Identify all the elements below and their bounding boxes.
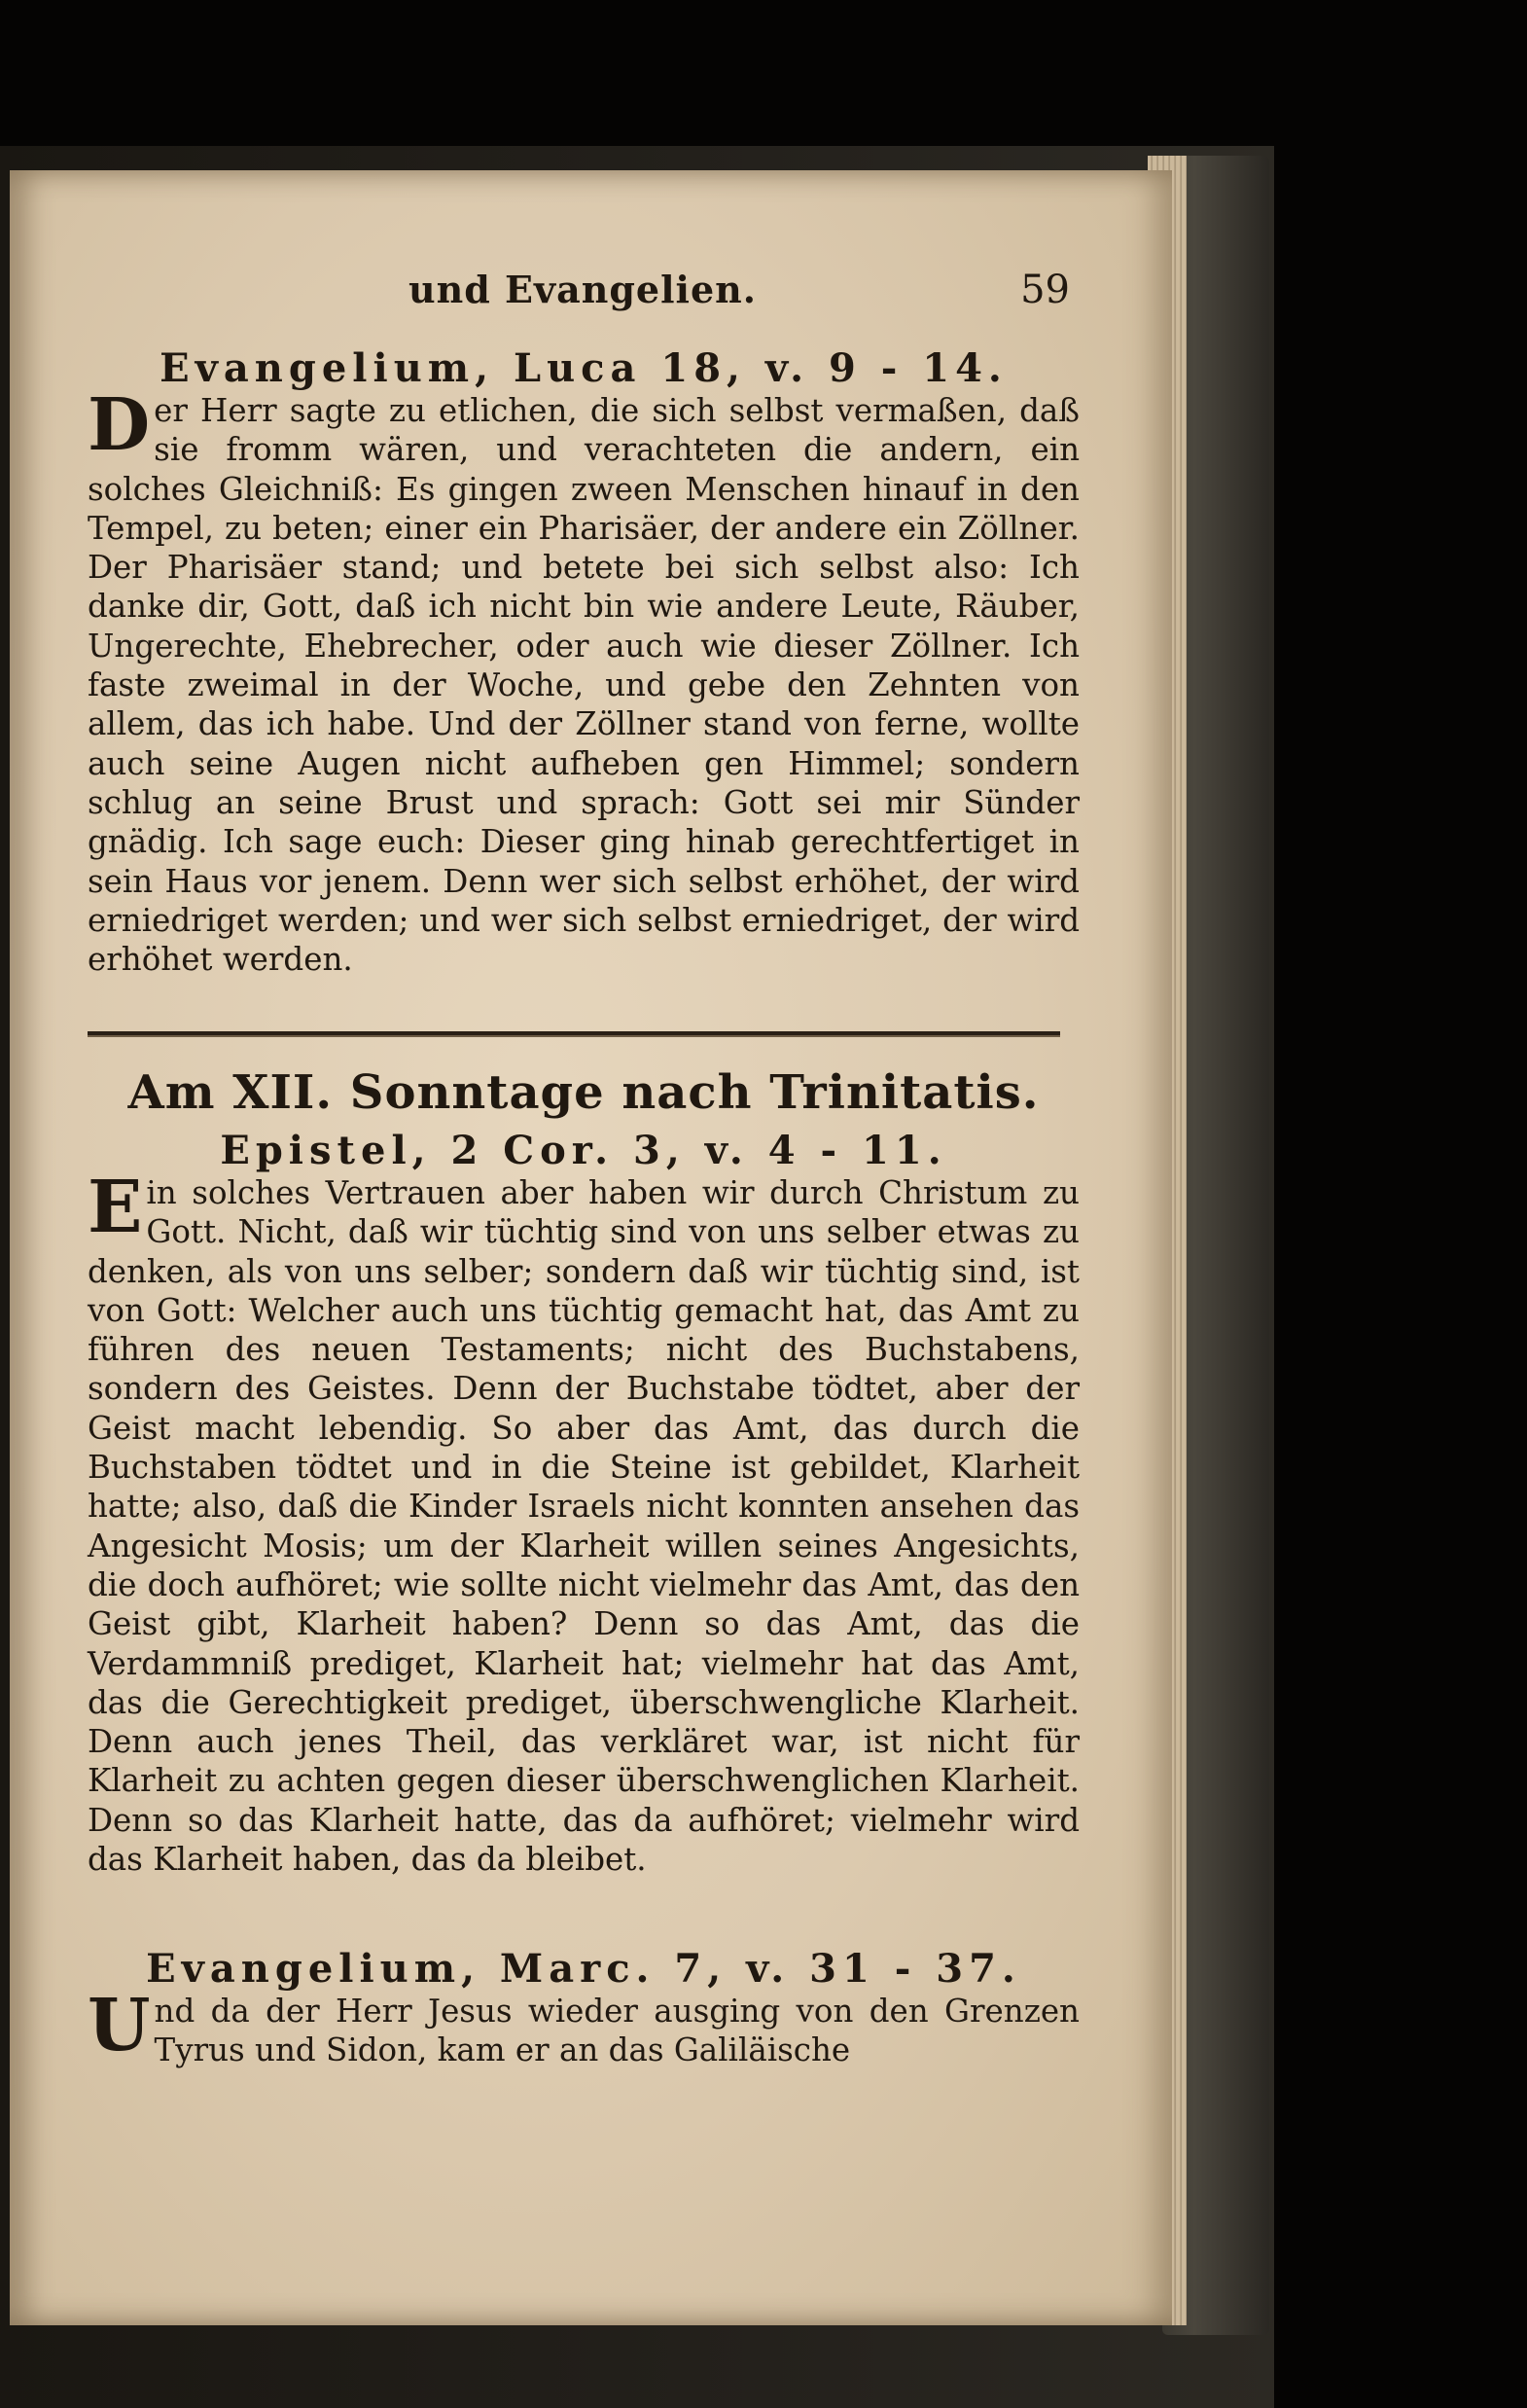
gospel-2-body: nd da der Herr Jesus wieder ausging von den Grenzen Tyrus und Sidon, kam er an das Galiläische	[154, 1993, 1080, 2069]
epistle-section	[88, 1065, 1080, 1879]
gospel-1-heading: Evangelium, Luca 18, v. 9 - 14.	[160, 345, 1008, 391]
epistle-heading: Epistel, 2 Cor. 3, v. 4 - 11.	[220, 1128, 947, 1173]
sunday-title: Am XII. Sonntage nach Trinitatis.	[127, 1065, 1040, 1120]
epistle-body: in solches Vertrauen aber haben wir durch Christum zu Gott. Nicht, daß wir tüchtig sind von uns selber etwas zu denken, als von uns selber; sondern daß wir tüchtig sind, ist von Gott: Welcher auch uns tüchtig gemacht hat, das Amt zu führen des neuen Testaments; nicht des Buchstabens, sondern des Geistes. Denn der Buchstabe tödtet, aber der Geist macht lebendig. So aber das Amt, das durch die Buchstaben tödtet und in die Steine ist gebildet, Klarheit hatte; also, daß die Kinder Israels nicht konnten ansehen das Angesicht Mosis; um der Klarheit willen seines Angesichts, die doch aufhöret; wie sollte nicht vielmehr das Amt, das den Geist gibt, Klarheit haben? Denn so das Amt, das die Verdammniß prediget, Klarheit hat; vielmehr hat das Amt, das die Gerechtigkeit prediget, überschwengliche Klarheit. Denn auch jenes Theil, das verkläret war, ist nicht für Klarheit zu achten gegen dieser überschwenglichen Klarheit. Denn so das Klarheit hatte, das da aufhöret; vielmehr wird das Klarheit haben, das da bleibet.	[88, 1174, 1080, 1879]
gospel-2-heading: Evangelium, Marc. 7, v. 31 - 37.	[146, 1946, 1021, 1992]
gospel-2-text	[88, 1984, 1080, 2070]
page-number: 59	[1020, 268, 1070, 312]
gospel-1-dropcap: D	[88, 383, 151, 467]
epistle-dropcap: E	[88, 1166, 143, 1249]
gospel-1-body: er Herr sagte zu etlichen, die sich selbst vermaßen, daß sie fromm wären, und verachteten die andern, ein solches Gleichniß: Es gingen zween Menschen hinauf in den Tempel, zu beten; einer ein Pharisäer, der andere ein Zöllner. Der Pharisäer stand; und betete bei sich selbst also: Ich danke dir, Gott, daß ich nicht bin wie andere Leute, Räuber, Ungerechte, Ehebrecher, oder auch wie dieser Zöllner. Ich faste zweimal in der Woche, und gebe den Zehnten von allem, das ich habe. Und der Zöllner stand von ferne, wollte auch seine Augen nicht aufheben gen Himmel; sondern schlug an seine Brust und sprach: Gott sei mir Sünder gnädig. Ich sage euch: Dieser ging hinab gerechtfertiget in sein Haus vor jenem. Denn wer sich selbst erhöhet, der wird erniedriget werden; und wer sich selbst erniedriget, der wird erhöhet werden.	[88, 392, 1080, 979]
running-head: und Evangelien.	[408, 268, 758, 311]
section-divider	[88, 1031, 1060, 1037]
page-header	[88, 268, 1080, 326]
book-page	[10, 170, 1172, 2325]
gospel-2-dropcap: U	[88, 1984, 151, 2067]
epistle-text	[88, 1166, 1080, 1879]
gospel-1-text	[88, 383, 1080, 979]
gospel-1-section	[88, 345, 1080, 979]
gospel-2-section	[88, 1946, 1080, 2070]
